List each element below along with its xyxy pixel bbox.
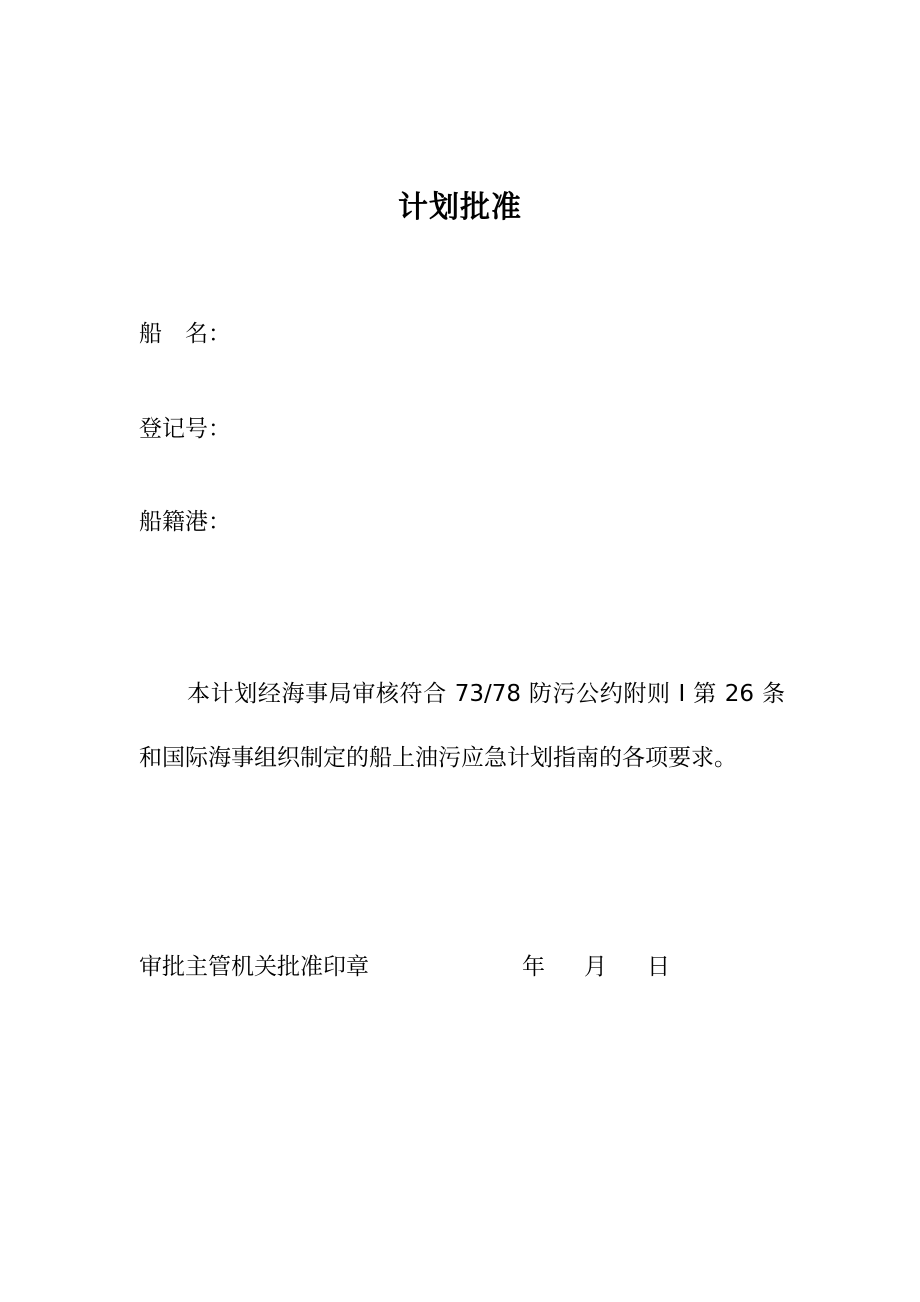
ship-name-label: 船 名：: [139, 321, 231, 347]
approval-statement: 本计划经海事局审核符合 73/78 防污公约附则 I 第 26 条和国际海事组织制定的船上油污应急计划指南的各项要求。: [139, 681, 785, 771]
port-of-registry-label: 船籍港：: [139, 509, 231, 535]
date-year-label: 年: [522, 954, 545, 980]
date-month-label: 月: [584, 954, 607, 980]
approval-seal-label: 审批主管机关批准印章: [139, 954, 369, 980]
date-day-label: 日: [647, 954, 670, 980]
page-title: 计划批准: [398, 190, 522, 225]
registration-number-label: 登记号：: [139, 416, 231, 442]
